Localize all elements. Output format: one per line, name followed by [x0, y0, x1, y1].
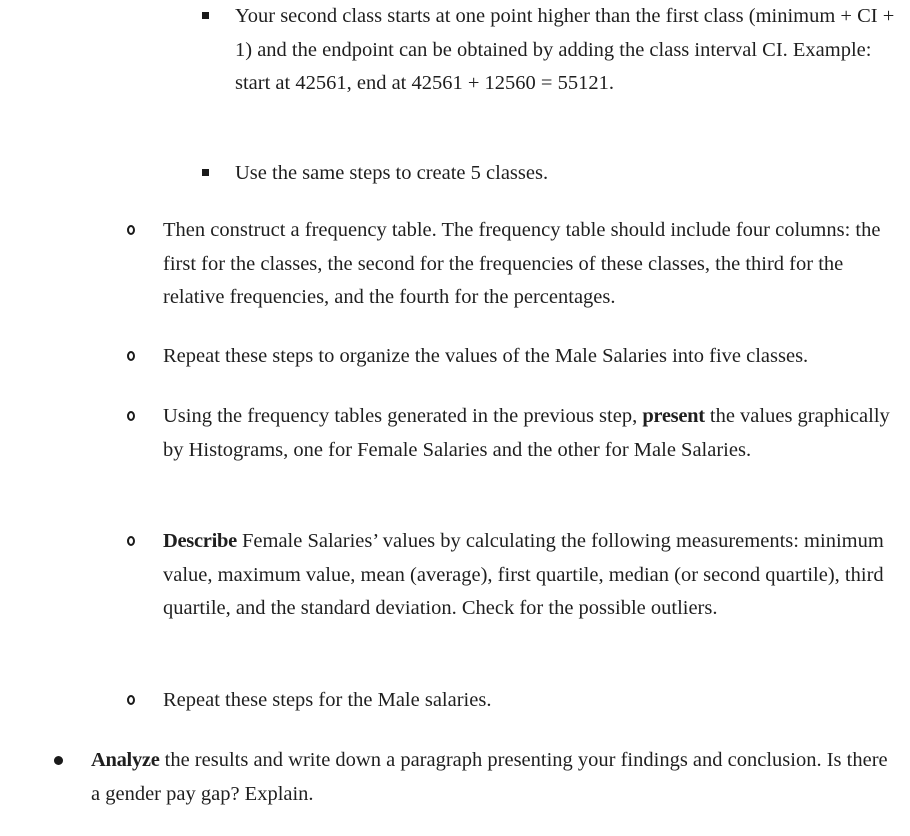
top-list-item-text-rest: the results and write down a paragraph presenting your findings and conclusion. Is there a gender pay gap? Explain.: [91, 749, 888, 805]
circle-bullet-icon: [127, 351, 135, 361]
list-item: [163, 684, 905, 718]
top-list-item-keyword: Analyze: [91, 749, 160, 771]
list-item: [163, 400, 905, 467]
list-item-text: Repeat these steps to organize the values of the Male Salaries into five classes.: [163, 345, 809, 367]
circle-bullet-icon: [127, 536, 135, 546]
sub-list-item-text: Use the same steps to create 5 classes.: [235, 162, 549, 184]
list-item: [163, 525, 905, 626]
list-item-keyword: Describe: [163, 530, 237, 552]
top-list-item: [91, 744, 891, 811]
list-item-text: Then construct a frequency table. The frequency table should include four columns: the first for the classes, the second for the frequencies of these classes, the third for the relative frequencies, and the fourth for the percentages.: [163, 219, 881, 308]
list-item-text: [163, 525, 905, 626]
list-item-text: Repeat these steps for the Male salaries.: [163, 689, 492, 711]
sub-list-item: [235, 0, 895, 101]
list-item: [163, 214, 905, 315]
circle-bullet-icon: [127, 695, 135, 705]
sub-list-item: [235, 157, 895, 191]
circle-bullet-icon: [127, 225, 135, 235]
list-item-text-lead: Using the frequency tables generated in the previous step,: [163, 405, 643, 427]
square-bullet-icon: [202, 169, 209, 176]
list-item-text-rest: Female Salaries’ values by calculating the following measurements: minimum value, maximum value, mean (average), first quartile, median (or second quartile), third quartile, and the standard deviation. Check for the possible outliers.: [163, 530, 884, 619]
list-item-text-rest: the values graphically by Histograms, one for Female Salaries and the other for Male Salaries.: [163, 405, 890, 461]
circle-bullet-icon: [127, 411, 135, 421]
list-item: [163, 340, 905, 374]
list-item-text: [163, 400, 905, 467]
top-list-item-text: [91, 744, 891, 811]
list-item-keyword: present: [642, 405, 705, 427]
sub-list-item-text: Your second class starts at one point higher than the first class (minimum + CI + 1) and the endpoint can be obtained by adding the class interval CI. Example: start at 42561, end at 42561 + 12560 = 55121.: [235, 5, 895, 94]
square-bullet-icon: [202, 12, 209, 19]
round-bullet-icon: [54, 756, 63, 765]
